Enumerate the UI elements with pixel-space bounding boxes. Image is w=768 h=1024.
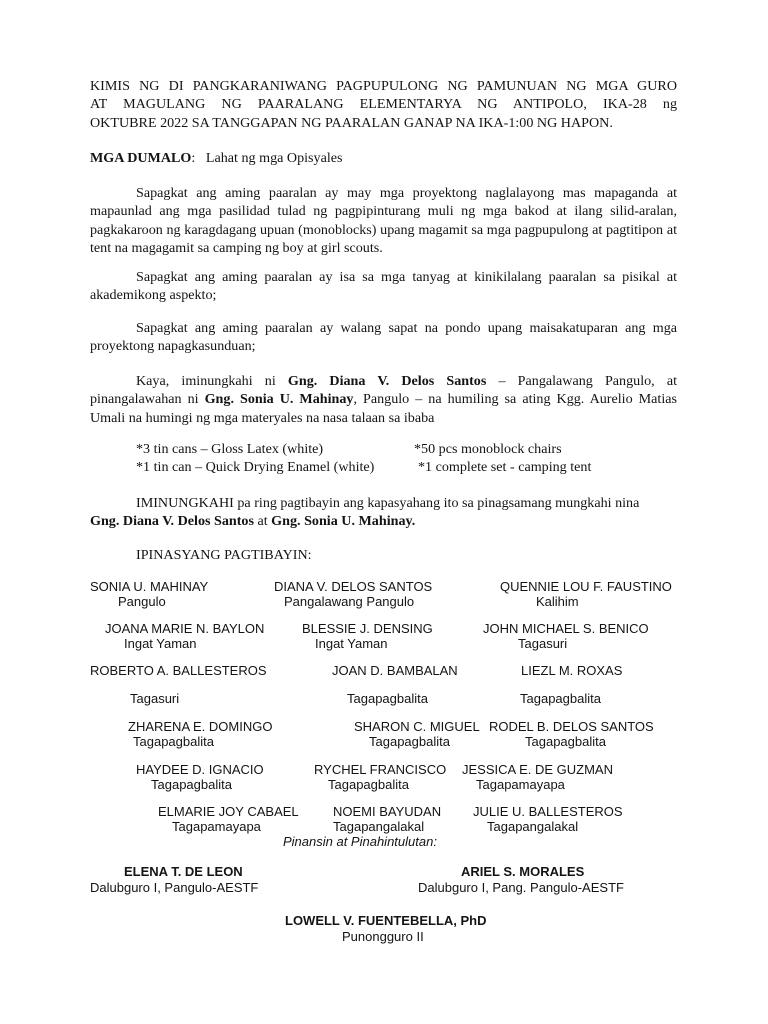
signatory-name: ELMARIE JOY CABAEL xyxy=(158,804,299,819)
signatory-name: LIEZL M. ROXAS xyxy=(521,663,623,678)
principal-name: LOWELL V. FUENTEBELLA, PhD xyxy=(285,913,487,928)
paragraph-2: Sapagkat ang aming paaralan ay isa sa mga tanyag at kinikilalang paaralan sa pisikal at akademikong aspekto; xyxy=(90,269,677,304)
signatory-role: Pangulo xyxy=(118,594,166,609)
approver-role: Dalubguro I, Pangulo-AESTF xyxy=(90,880,259,895)
signatory-name: BLESSIE J. DENSING xyxy=(302,621,433,636)
item-enamel: *1 tin can – Quick Drying Enamel (white) xyxy=(136,458,375,475)
signatory-role: Tagapangalakal xyxy=(333,819,425,834)
signatory-role: Ingat Yaman xyxy=(315,636,388,651)
signatory-name: ROBERTO A. BALLESTEROS xyxy=(90,663,267,678)
signatory-name: ZHARENA E. DOMINGO xyxy=(128,719,273,734)
items-column-left xyxy=(136,441,374,476)
signatory-name: HAYDEE D. IGNACIO xyxy=(136,762,264,777)
paragraph-4 xyxy=(90,372,677,427)
signatory-name: SHARON C. MIGUEL xyxy=(354,719,480,734)
signatory-name: JESSICA E. DE GUZMAN xyxy=(462,762,613,777)
p4-text-c: – Pangalawang Pangulo, at pinangalawahan ni xyxy=(90,373,677,408)
document-title xyxy=(90,77,677,132)
signatory-name: RODEL B. DELOS SANTOS xyxy=(489,719,654,734)
signatory-role: Tagapagbalita xyxy=(151,777,232,792)
approver-name: ELENA T. DE LEON xyxy=(124,864,243,879)
p5-and: at xyxy=(253,513,272,530)
signatory-name: JOAN D. BAMBALAN xyxy=(332,663,458,678)
signatory-role: Tagapamayapa xyxy=(476,777,565,792)
p4-text-e: , Pangulo – na humiling sa ating Kgg. Aurelio Matias Umali na humingi ng mga materyales na nasa talaan sa ibaba xyxy=(90,391,678,426)
signatory-role: Tagapagbalita xyxy=(525,734,606,749)
attendance-line xyxy=(90,149,677,167)
signatory-name: JULIE U. BALLESTEROS xyxy=(473,804,623,819)
attendance-colon: : xyxy=(191,150,196,166)
signatory-name: RYCHEL FRANCISCO xyxy=(314,762,447,777)
p5-line-2 xyxy=(90,512,677,530)
signatory-role: Tagasuri xyxy=(130,691,180,706)
signatory-role: Tagapagbalita xyxy=(369,734,450,749)
principal-role: Punongguro II xyxy=(342,929,424,944)
signatory-role: Tagapamayapa xyxy=(172,819,261,834)
signatory-name: NOEMI BAYUDAN xyxy=(333,804,442,819)
p5-name-2: Gng. Sonia U. Mahinay. xyxy=(271,513,416,530)
paragraph-5 xyxy=(90,494,677,531)
item-camping-tent: *1 complete set - camping tent xyxy=(418,458,592,475)
paragraph-1: Sapagkat ang aming paaralan ay may mga proyektong naglalayong mas mapaganda at mapaunlad ang mga pasilidad tulad ng pagpipinturang muli ng mga bakod at ilang silid-aralan, pagkakaroon ng karagdagang upuan (monoblocks) upang magamit sa mga pagpupulong at pagtitipon at tent na magagamit sa camping ng boy at girl scouts. xyxy=(90,185,677,257)
signatory-name: JOANA MARIE N. BAYLON xyxy=(105,621,265,636)
signatory-name: QUENNIE LOU F. FAUSTINO xyxy=(500,579,672,594)
signatory-role: Ingat Yaman xyxy=(124,636,197,651)
signatory-role: Kalihim xyxy=(536,594,579,609)
signatory-role: Tagapagbalita xyxy=(133,734,214,749)
signatory-role: Tagapagbalita xyxy=(328,777,409,792)
title-line-1: KIMIS NG DI PANGKARANIWANG PAGPUPULONG NG PAMUNUAN NG MGA GURO xyxy=(90,78,677,94)
attendance-label: MGA DUMALO xyxy=(90,150,192,166)
signatory-role: Pangalawang Pangulo xyxy=(284,594,415,609)
signatory-role: Tagasuri xyxy=(518,636,568,651)
items-column-right xyxy=(414,441,591,476)
title-line-2: AT MAGULANG NG PAARALANG ELEMENTARYA NG ANTIPOLO, IKA-28 ng xyxy=(90,96,677,113)
signatory-role: Tagapagbalita xyxy=(520,691,601,706)
approver-name: ARIEL S. MORALES xyxy=(461,864,585,879)
signatory-name: SONIA U. MAHINAY xyxy=(90,579,209,594)
p4-proposer: Gng. Diana V. Delos Santos xyxy=(287,373,487,389)
p5-name-1: Gng. Diana V. Delos Santos xyxy=(90,513,254,530)
signatory-name: JOHN MICHAEL S. BENICO xyxy=(483,621,649,636)
signatory-role: Tagapagbalita xyxy=(347,691,428,706)
signatory-name: DIANA V. DELOS SANTOS xyxy=(274,579,433,594)
paragraph-6: IPINASYANG PAGTIBAYIN: xyxy=(136,547,312,563)
p4-seconder: Gng. Sonia U. Mahinay xyxy=(204,391,354,408)
p4-text-a: Kaya, iminungkahi ni xyxy=(136,373,288,389)
title-line-3: OKTUBRE 2022 SA TANGGAPAN NG PAARALAN GANAP NA IKA-1:00 NG HAPON. xyxy=(90,114,613,131)
signatory-role: Tagapangalakal xyxy=(487,819,579,834)
approver-role: Dalubguro I, Pang. Pangulo-AESTF xyxy=(418,880,624,895)
item-gloss-latex: *3 tin cans – Gloss Latex (white) xyxy=(136,441,324,457)
attendance-value: Lahat ng mga Opisyales xyxy=(205,150,343,166)
approval-label: Pinansin at Pinahintulutan: xyxy=(283,834,437,849)
paragraph-3: Sapagkat ang aming paaralan ay walang sapat na pondo upang maisakatuparan ang mga proyektong napagkasunduan; xyxy=(90,320,677,355)
p5-line-1: IMINUNGKAHI pa ring pagtibayin ang kapasyahang ito sa pinagsamang mungkahi nina xyxy=(136,495,640,511)
item-monoblock-chairs: *50 pcs monoblock chairs xyxy=(414,441,562,457)
